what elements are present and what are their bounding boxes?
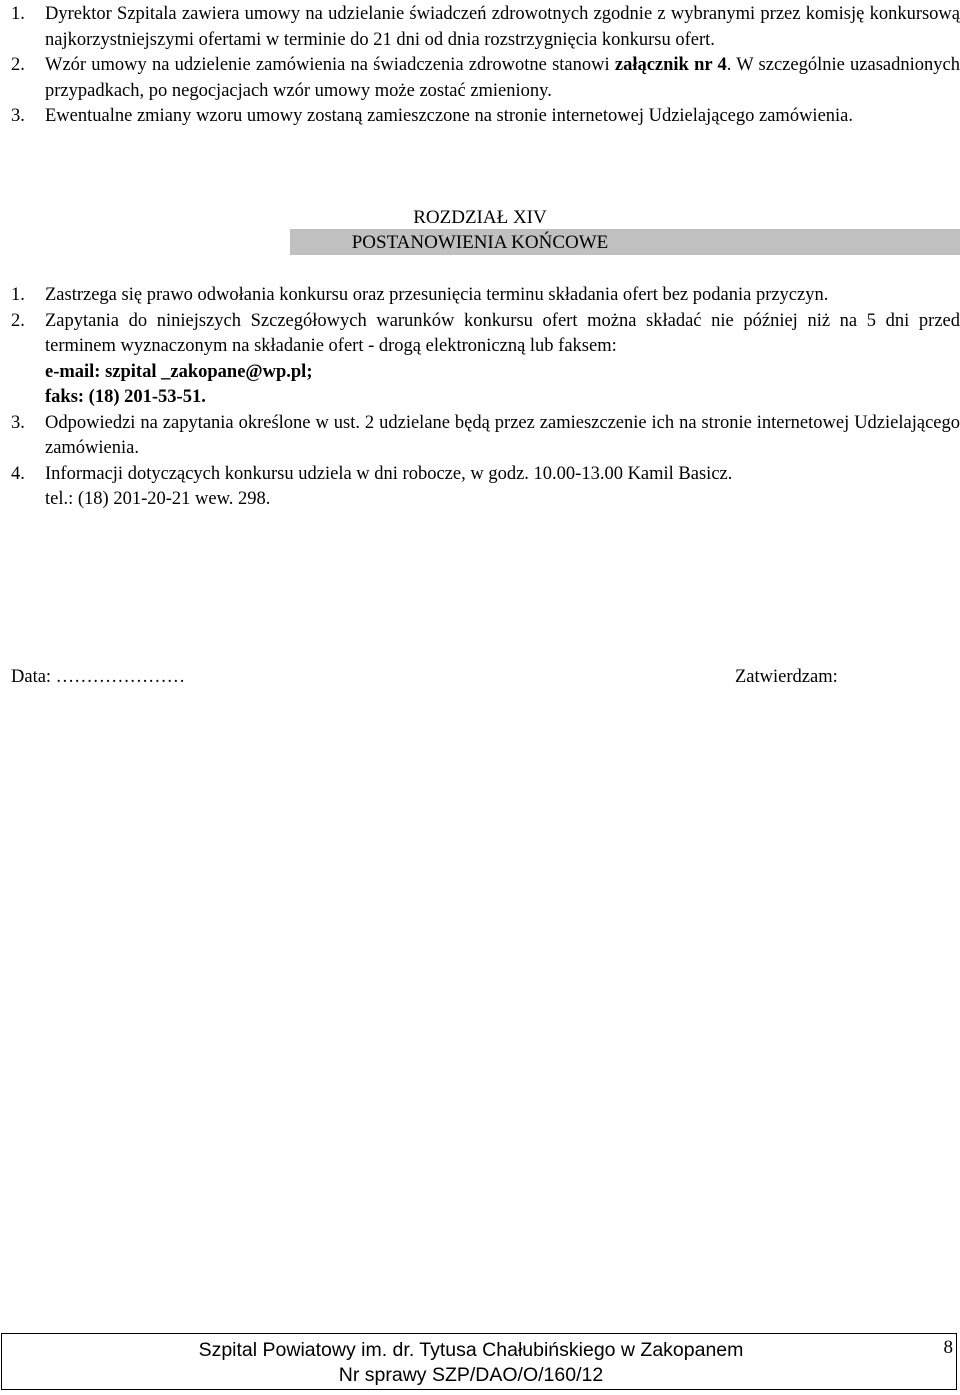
chapter-title: POSTANOWIENIA KOŃCOWE <box>351 232 609 253</box>
approval-label: Zatwierdzam: <box>735 667 838 687</box>
section-13-list <box>0 2 960 130</box>
chapter-title-bar <box>290 229 960 255</box>
item-text-continued: . W szczególnie uzasadnionych przypadkach, po negocjacjach wzór umowy może zostać zmieniony. <box>45 55 960 101</box>
item-number: 3. <box>11 412 25 433</box>
attachment-reference: załącznik nr 4 <box>614 55 727 75</box>
item-number: 2. <box>11 310 25 331</box>
item-text: Dyrektor Szpitala zawiera umowy na udzielanie świadczeń zdrowotnych zgodnie z wybranymi przez komisję konkursową najkorzystniejszymi ofertami w terminie do 21 dni od dnia rozstrzygnięcia konkursu ofert. <box>45 4 960 50</box>
item-number: 2. <box>11 55 25 75</box>
item-number: 4. <box>11 463 25 484</box>
item-number: 1. <box>11 285 25 305</box>
item-number: 3. <box>11 106 25 126</box>
item-text: Wzór umowy na udzielenie zamówienia na świadczenia zdrowotne stanowi <box>45 55 610 75</box>
item-text: Odpowiedzi na zapytania określone w ust. 2 udzielane będą przez zamieszczenie ich na stronie internetowej Udzielającego zamówienia. <box>45 412 960 458</box>
item-text: Ewentualne zmiany wzoru umowy zostaną zamieszczone na stronie internetowej Udzielającego zamówienia. <box>45 106 854 126</box>
footer-case-number: Nr sprawy SZP/DAO/O/160/12 <box>338 1364 604 1386</box>
section-14-list <box>0 283 960 513</box>
list-item <box>0 462 960 513</box>
list-item <box>0 283 960 309</box>
list-item <box>0 104 960 130</box>
list-item <box>0 411 960 462</box>
list-item <box>0 53 960 104</box>
contact-phone: tel.: (18) 201-20-21 wew. 298. <box>45 489 271 509</box>
item-number: 1. <box>11 4 25 24</box>
list-item <box>0 309 960 411</box>
item-text: Zastrzega się prawo odwołania konkursu oraz przesunięcia terminu składania ofert bez podania przyczyn. <box>45 285 829 305</box>
chapter-number: ROZDZIAŁ XIV <box>413 207 547 228</box>
date-label: Data: ………………… <box>11 667 186 687</box>
item-text: 4. Informacji dotyczących konkursu udziela w dni robocze, w godz. 10.00-13.00 Kamil Basicz. <box>45 462 960 488</box>
page-number: 8 <box>943 1337 953 1358</box>
contact-fax: faks: (18) 201-53-51. <box>45 387 206 407</box>
page-footer <box>1 1333 957 1390</box>
list-item <box>0 2 960 53</box>
item-text: Zapytania do niniejszych Szczegółowych warunków konkursu ofert można składać nie później niż na 5 dni przed terminem wyznaczonym na składanie ofert - drogą elektroniczną lub faksem: <box>45 310 960 356</box>
contact-email: e-mail: szpital _zakopane@wp.pl; <box>45 361 313 382</box>
footer-hospital-name: Szpital Powiatowy im. dr. Tytusa Chałubińskiego w Zakopanem <box>198 1339 744 1361</box>
